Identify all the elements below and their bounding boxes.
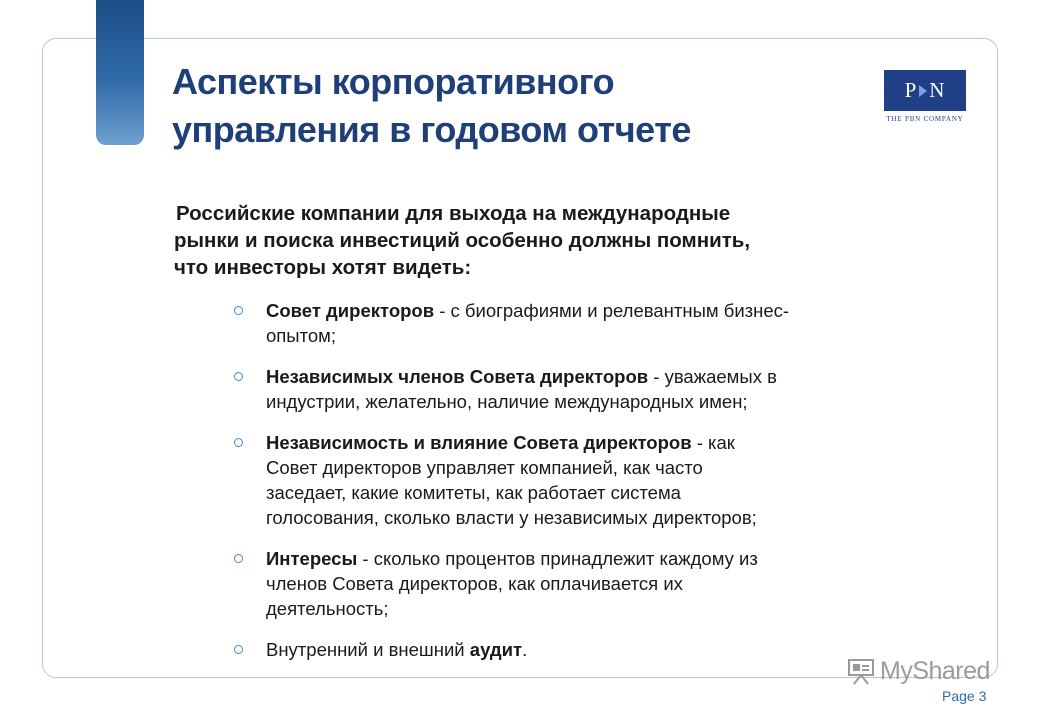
bullet-line: опытом; [266,325,337,346]
slide-title [172,58,772,154]
title-line-2: управления в годовом отчете [172,109,691,150]
bullet-bold: Независимых членов Совета директоров [266,366,649,387]
bullet-text: - с биографиями и релевантным бизнес- [434,300,790,321]
watermark-text: MyShared [880,656,990,685]
bullet-line: членов Совета директоров, как оплачивается их [266,573,683,594]
logo-letter-right: N [929,78,946,102]
page-number: Page 3 [942,688,987,704]
logo-arrow-icon [919,85,927,97]
bullet-text-end: . [522,639,528,660]
bullet-line: Совет директоров управляет компанией, как часто [266,457,703,478]
circle-bullet-icon [234,438,243,447]
circle-bullet-icon [234,645,243,654]
list-item [230,364,950,414]
intro-text [174,200,954,281]
list-item [230,298,950,348]
bullet-text: Внутренний и внешний [266,639,470,660]
logo-subtitle: THE PBN COMPANY [886,115,964,123]
pbn-logo [884,70,966,123]
bullet-bold: аудит [469,639,523,660]
intro-line-1: Российские компании для выхода на международные [176,202,731,225]
bullet-line: голосования, сколько власти у независимых директоров; [266,507,757,528]
bullet-line: деятельность; [266,598,389,619]
title-line-1: Аспекты корпоративного [172,61,615,102]
bullet-text: - сколько процентов принадлежит каждому из [357,548,758,569]
bullet-list [230,298,950,678]
list-item [230,637,950,662]
bullet-text: - как [691,432,735,453]
presentation-icon [846,656,876,686]
bullet-bold: Совет директоров [266,300,435,321]
list-item [230,430,950,530]
intro-line-3: что инвесторы хотят видеть: [174,256,472,279]
bullet-line: индустрии, желательно, наличие международных имен; [266,391,748,412]
circle-bullet-icon [234,372,243,381]
intro-line-2: рынки и поиска инвестиций особенно должны помнить, [174,229,751,252]
myshared-watermark [846,656,990,686]
decorative-tab [96,0,144,145]
bullet-bold: Независимость и влияние Совета директоров [266,432,692,453]
circle-bullet-icon [234,306,243,315]
list-item [230,546,950,621]
bullet-line: заседает, какие комитеты, как работает система [266,482,681,503]
logo-letter-left: P [904,78,918,102]
bullet-bold: Интересы [266,548,358,569]
bullet-text: - уважаемых в [648,366,777,387]
pbn-logo-box [884,70,966,111]
circle-bullet-icon [234,554,243,563]
